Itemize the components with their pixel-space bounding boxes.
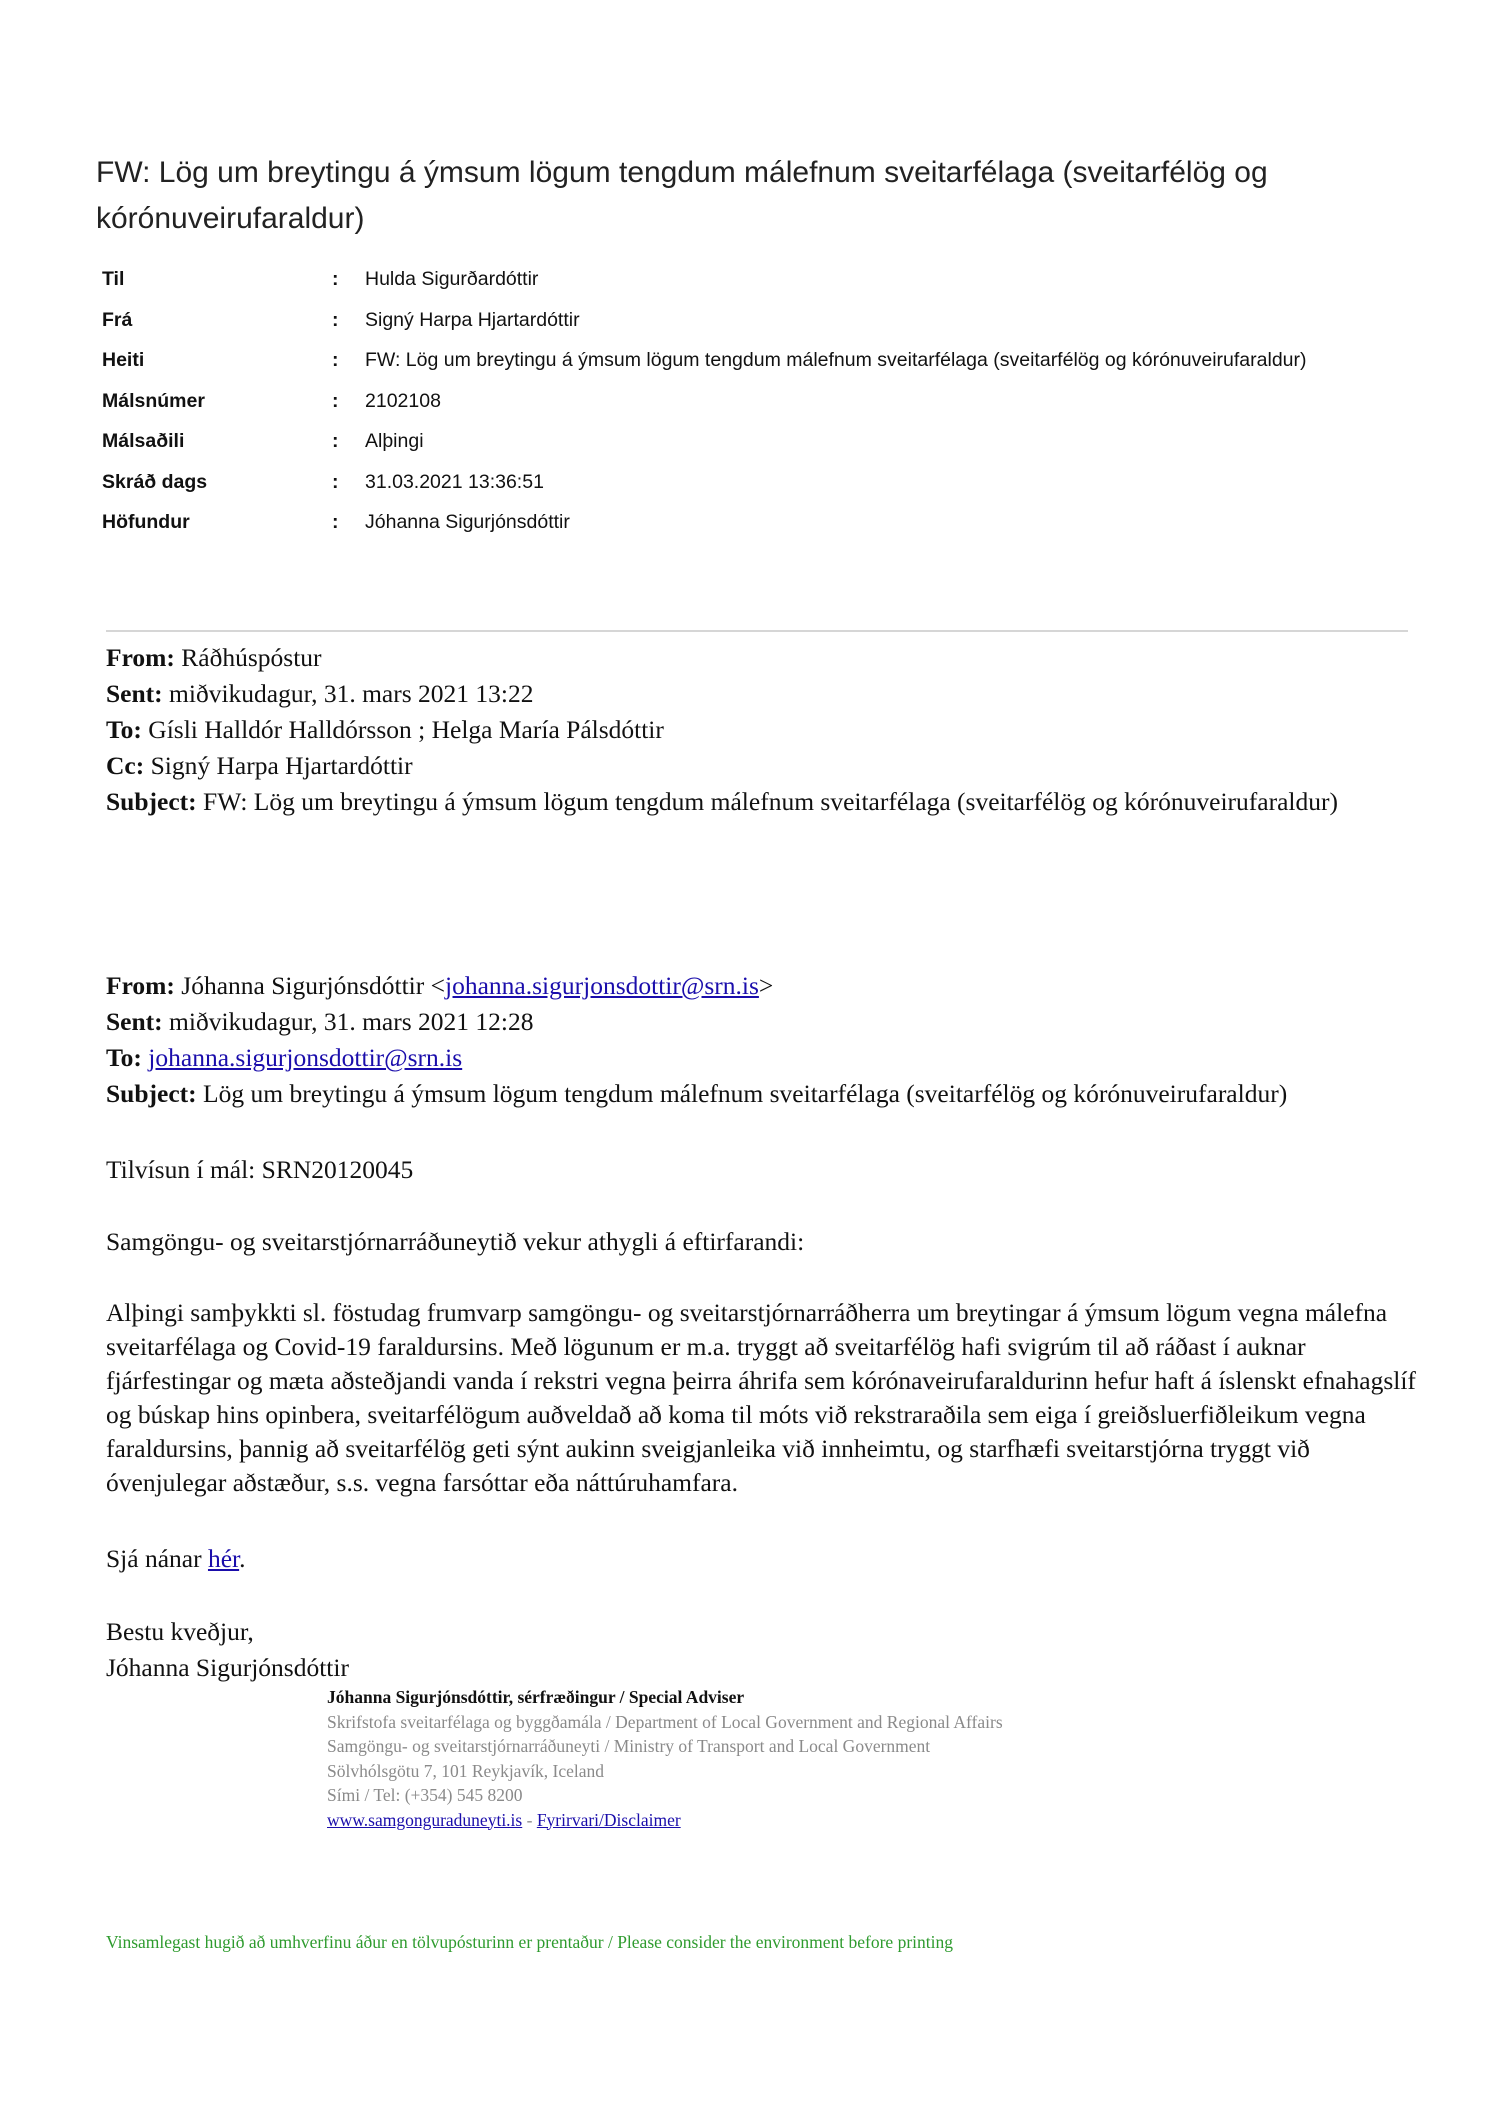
original-sent-line bbox=[106, 1004, 1416, 1040]
see-more-prefix: Sjá nánar bbox=[106, 1544, 208, 1573]
original-from-name: Jóhanna Sigurjónsdóttir bbox=[181, 971, 425, 1000]
forward-subject-line bbox=[106, 784, 1416, 820]
meta-label: Heiti bbox=[102, 349, 145, 371]
case-reference: Tilvísun í mál: SRN20120045 bbox=[106, 1155, 414, 1184]
open-bracket: < bbox=[430, 971, 446, 1000]
sent-label: Sent: bbox=[106, 1007, 163, 1036]
meta-label: Höfundur bbox=[102, 511, 190, 533]
meta-row-heiti bbox=[102, 349, 1402, 390]
forward-to-line bbox=[106, 712, 1416, 748]
from-label: From: bbox=[106, 643, 175, 672]
signature-office: Skrifstofa sveitarfélaga og byggðamála / Department of Local Government and Regional Affairs bbox=[327, 1711, 1003, 1732]
see-more-suffix: . bbox=[239, 1544, 246, 1573]
forward-from-line bbox=[106, 640, 1416, 676]
meta-label: Frá bbox=[102, 308, 133, 331]
original-sent: miðvikudagur, 31. mars 2021 12:28 bbox=[169, 1007, 534, 1036]
forward-sent-line bbox=[106, 676, 1416, 712]
original-to-line bbox=[106, 1040, 1416, 1076]
signature-address: Sölvhólsgötu 7, 101 Reykjavík, Iceland bbox=[327, 1760, 605, 1781]
meta-value: Hulda Sigurðardóttir bbox=[365, 268, 539, 290]
meta-colon: : bbox=[332, 268, 339, 290]
meta-row-hofundur bbox=[102, 511, 1402, 552]
closing-regards: Bestu kveðjur, bbox=[106, 1617, 254, 1646]
meta-row-malsnumer bbox=[102, 390, 1402, 431]
meta-colon: : bbox=[332, 389, 339, 412]
meta-value: Alþingi bbox=[365, 430, 424, 452]
meta-colon: : bbox=[332, 511, 339, 533]
cc-label: Cc: bbox=[106, 751, 145, 780]
forward-subject: FW: Lög um breytingu á ýmsum lögum tengdum málefnum sveitarfélaga (sveitarfélög og kórónuveirufaraldur) bbox=[203, 787, 1338, 816]
signature-ministry: Samgöngu- og sveitarstjórnarráðuneyti / Ministry of Transport and Local Government bbox=[327, 1736, 931, 1756]
meta-label: Málsnúmer bbox=[102, 389, 205, 412]
meta-row-skrad-dags bbox=[102, 471, 1402, 512]
meta-value: 31.03.2021 13:36:51 bbox=[365, 470, 544, 493]
environment-notice: Vinsamlegast hugið að umhverfinu áður en tölvupósturinn er prentaður / Please consider the environment before printing bbox=[106, 1932, 953, 1952]
to-label: To: bbox=[106, 715, 142, 744]
website-link[interactable]: www.samgonguraduneyti.is bbox=[327, 1809, 523, 1830]
see-more-link[interactable]: hér bbox=[207, 1544, 240, 1573]
meta-label: Til bbox=[102, 268, 125, 290]
signature-links bbox=[327, 1808, 1227, 1833]
signature-name-title: Jóhanna Sigurjónsdóttir, sérfræðingur / Special Adviser bbox=[327, 1687, 745, 1707]
document-title: FW: Lög um breytingu á ýmsum lögum tengdum málefnum sveitarfélaga (sveitarfélög og kórónuveirufaraldur) bbox=[96, 156, 1268, 235]
link-separator: - bbox=[522, 1809, 537, 1830]
meta-value: Signý Harpa Hjartardóttir bbox=[365, 308, 580, 331]
forward-from: Ráðhúspóstur bbox=[181, 643, 322, 672]
close-bracket: > bbox=[758, 971, 774, 1000]
original-subject: Lög um breytingu á ýmsum lögum tengdum málefnum sveitarfélaga (sveitarfélög og kórónuveirufaraldur) bbox=[203, 1079, 1288, 1108]
body-main-paragraph: Alþingi samþykkti sl. föstudag frumvarp samgöngu- og sveitarstjórnarráðherra um breytingar á ýmsum lögum vegna málefna sveitarfélaga og Covid-19 faraldursins. Með lögunum er m.a. tryggt að sveitarfélög hafi svigrúm til að ráðast í auknar fjárfestingar og mæta aðsteðjandi vanda í rekstri vegna þeirra áhrifa sem kórónaveirufaraldurinn hefur haft á íslenskt efnahagslíf og búskap hins opinbera, sveitarfélögum auðveldað að koma til móts við rekstraraðila sem eiga í greiðsluerfiðleikum vegna faraldursins, þannig að sveitarfélög geti sýnt aukinn sveigjanleika við innheimtu, og starfhæfi sveitarstjórna tryggt við óvenjulegar aðstæður, s.s. vegna farsóttar eða náttúruhamfara. bbox=[106, 1298, 1416, 1497]
meta-value: FW: Lög um breytingu á ýmsum lögum tengdum málefnum sveitarfélaga (sveitarfélög og kórónuveirufaraldur) bbox=[365, 349, 1307, 371]
original-from-line bbox=[106, 968, 1416, 1004]
metadata-table bbox=[102, 268, 1402, 552]
forward-cc-line bbox=[106, 748, 1416, 784]
forward-to: Gísli Halldór Halldórsson ; Helga María Pálsdóttir bbox=[148, 715, 664, 744]
meta-label: Málsaðili bbox=[102, 430, 185, 452]
forward-sent: miðvikudagur, 31. mars 2021 13:22 bbox=[169, 679, 534, 708]
from-label: From: bbox=[106, 971, 175, 1000]
meta-label: Skráð dags bbox=[102, 470, 208, 493]
meta-colon: : bbox=[332, 308, 339, 331]
meta-colon: : bbox=[332, 470, 339, 493]
to-label: To: bbox=[106, 1043, 142, 1072]
meta-colon: : bbox=[332, 430, 339, 452]
email-signature bbox=[327, 1685, 1227, 1832]
original-from-email-link[interactable]: johanna.sigurjonsdottir@srn.is bbox=[445, 971, 759, 1000]
original-header bbox=[106, 968, 1416, 1112]
header-divider bbox=[106, 630, 1408, 632]
original-subject-line bbox=[106, 1076, 1416, 1112]
subject-label: Subject: bbox=[106, 787, 197, 816]
forward-header bbox=[106, 640, 1416, 820]
sent-label: Sent: bbox=[106, 679, 163, 708]
forward-cc: Signý Harpa Hjartardóttir bbox=[150, 751, 413, 780]
original-to-email-link[interactable]: johanna.sigurjonsdottir@srn.is bbox=[148, 1043, 463, 1072]
closing-name: Jóhanna Sigurjónsdóttir bbox=[106, 1653, 349, 1682]
meta-colon: : bbox=[332, 349, 339, 371]
see-more-line bbox=[106, 1541, 1416, 1577]
meta-row-til bbox=[102, 268, 1402, 309]
meta-value: 2102108 bbox=[365, 389, 441, 412]
body-intro: Samgöngu- og sveitarstjórnarráðuneytið vekur athygli á eftirfarandi: bbox=[106, 1227, 805, 1256]
disclaimer-link[interactable]: Fyrirvari/Disclaimer bbox=[536, 1809, 681, 1830]
signature-phone: Sími / Tel: (+354) 545 8200 bbox=[327, 1785, 523, 1805]
meta-row-malsadili bbox=[102, 430, 1402, 471]
subject-label: Subject: bbox=[106, 1079, 197, 1108]
meta-value: Jóhanna Sigurjónsdóttir bbox=[365, 511, 570, 533]
meta-row-fra bbox=[102, 309, 1402, 350]
